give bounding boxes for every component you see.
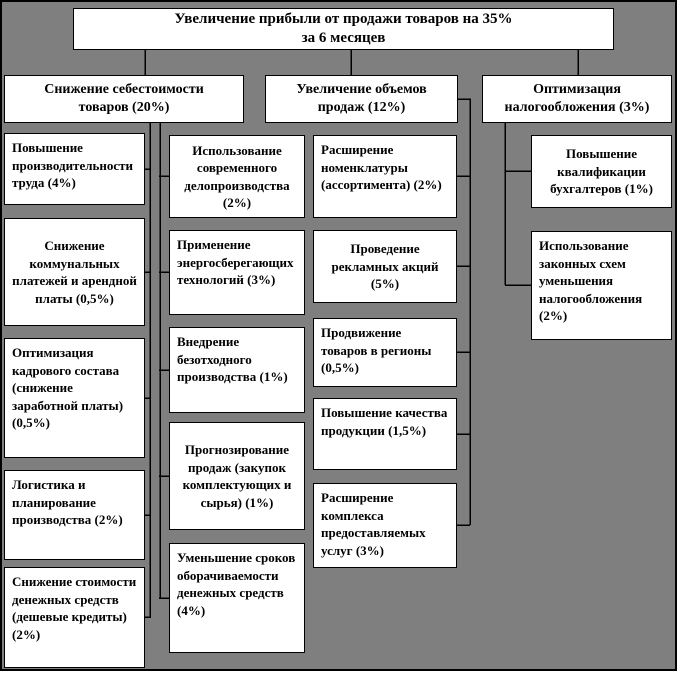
node-energy-saving-tech: Применение энергосберегающих технологий (3%): [169, 230, 305, 315]
node-accountant-training: Повышение квалификации бухгалтеров (1%): [531, 135, 672, 208]
node-legal-tax-schemes: Использование законных схем уменьшения налогообложения (2%): [531, 231, 672, 340]
node-quality-improvement: Повышение качества продукции (1,5%): [313, 398, 457, 470]
node-modern-recordkeeping: Использование современного делопроизводства (2%): [169, 135, 305, 218]
node-utility-payments-reduction: Снижение коммунальных платежей и арендной платы (0,5%): [4, 218, 145, 326]
node-sales-forecasting: Прогнозирование продаж (закупок комплектующих и сырья) (1%): [169, 422, 305, 530]
node-branch-tax-optimization: Оптимизация налогообложения (3%): [482, 75, 672, 123]
node-regional-promotion: Продвижение товаров в регионы (0,5%): [313, 318, 457, 387]
node-staff-optimization: Оптимизация кадрового состава (снижение заработной платы) (0,5%): [4, 338, 145, 458]
node-productivity-increase: Повышение производительности труда (4%): [4, 133, 145, 205]
node-assortment-expansion: Расширение номенклатуры (ассортимента) (2%): [313, 135, 457, 218]
node-cheaper-credits: Снижение стоимости денежных средств (дешевые кредиты) (2%): [4, 567, 145, 668]
node-root: [73, 8, 614, 50]
node-services-expansion: Расширение комплекса предоставляемых услуг (3%): [313, 483, 457, 568]
node-advertising-campaigns: Проведение рекламных акций (5%): [313, 230, 457, 303]
node-logistics-planning: Логистика и планирование производства (2%): [4, 470, 145, 560]
node-zero-waste-production: Внедрение безотходного производства (1%): [169, 327, 305, 413]
node-branch-cost-reduction: Снижение себестоимости товаров (20%): [4, 75, 244, 123]
node-branch-sales-increase: Увеличение объемов продаж (12%): [265, 75, 458, 123]
root-label-line2: за 6 месяцев: [301, 30, 386, 46]
root-label-line1: Увеличение прибыли от продажи товаров на 35%: [174, 11, 513, 27]
node-cash-turnover-reduction: Уменьшение сроков оборачиваемости денежных средств (4%): [169, 543, 305, 653]
